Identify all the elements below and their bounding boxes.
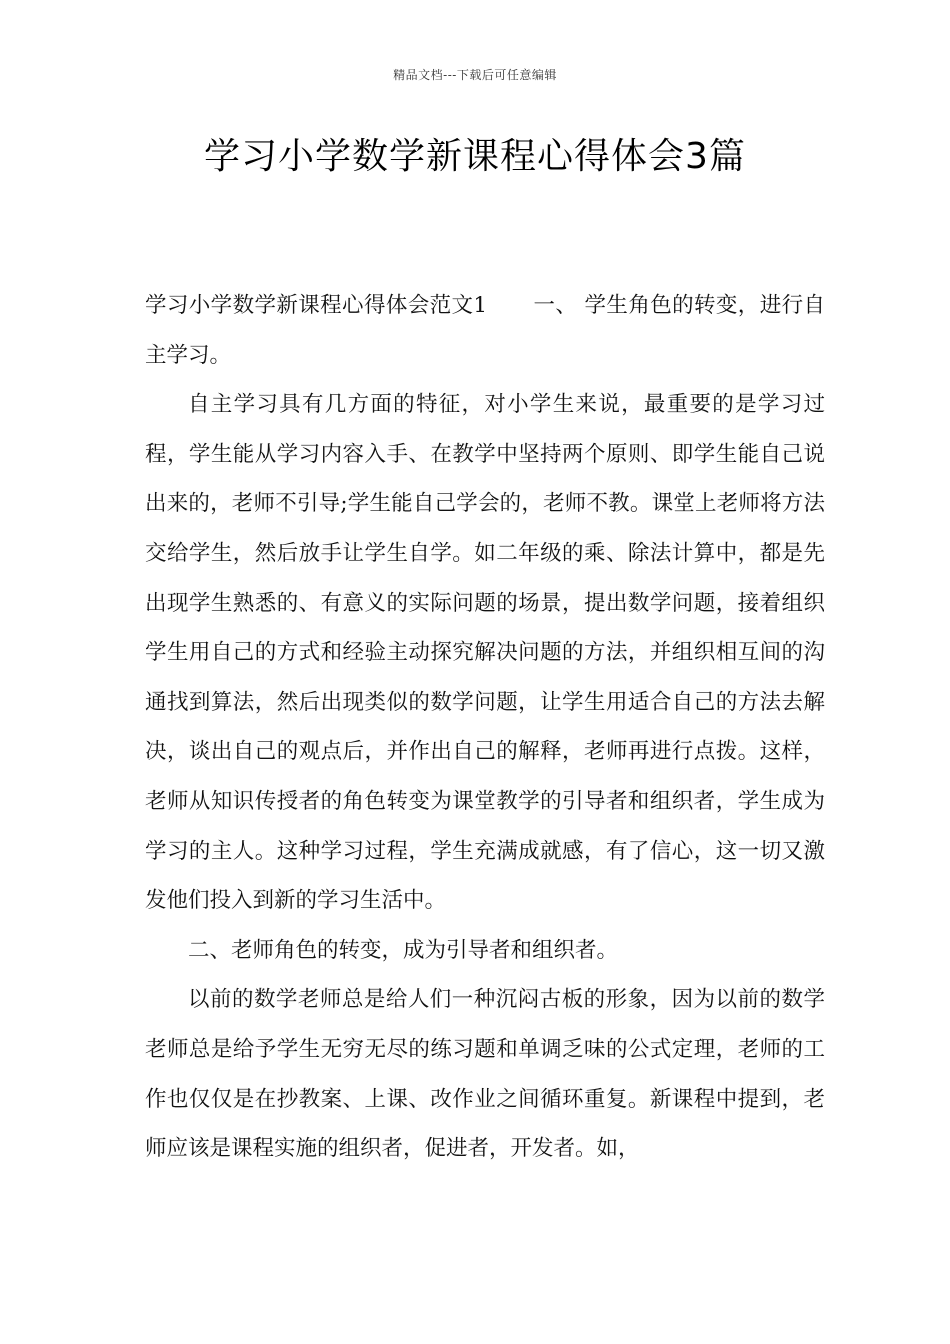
- document-body: [145, 281, 825, 1174]
- header-note: 精品文档---下载后可任意编辑: [393, 68, 557, 82]
- document-title: 学习小学数学新课程心得体会3篇: [204, 136, 746, 177]
- paragraph: 二、老师角色的转变，成为引导者和组织者。: [188, 937, 619, 963]
- paragraph: 自主学习具有几方面的特征，对小学生来说，最重要的是学习过程，学生能从学习内容入手、在教学中坚持两个原则、即学生能自己说出来的，老师不引导;学生能自己学会的，老师不教。课堂上老师将方法交给学生，然后放手让学生自学。如二年级的乘、除法计算中，都是先出现学生熟悉的、有意义的实际问题的场景，提出数学问题，接着组织学生用自己的方式和经验主动探究解决问题的方法，并组织相互间的沟通找到算法，然后出现类似的数学问题，让学生用适合自己的方法去解决，谈出自己的观点后，并作出自己的解释，老师再进行点拨。这样，老师从知识传授者的角色转变为课堂教学的引导者和组织者，学生成为学习的主人。这种学习过程，学生充满成就感，有了信心，这一切又激发他们投入到新的学习生活中。: [145, 392, 825, 914]
- paragraph-text: 一、 学生角色的转变，进行自主学习。: [145, 293, 825, 368]
- paragraph-intro: [145, 281, 825, 380]
- section-heading: 学习小学数学新课程心得体会范文1: [145, 293, 488, 318]
- paragraph: 以前的数学老师总是给人们一种沉闷古板的形象，因为以前的数学老师总是给予学生无穷无尽的练习题和单调乏味的公式定理，老师的工作也仅仅是在抄教案、上课、改作业之间循环重复。新课程中提到，老师应该是课程实施的组织者，促进者，开发者。如，: [145, 987, 825, 1162]
